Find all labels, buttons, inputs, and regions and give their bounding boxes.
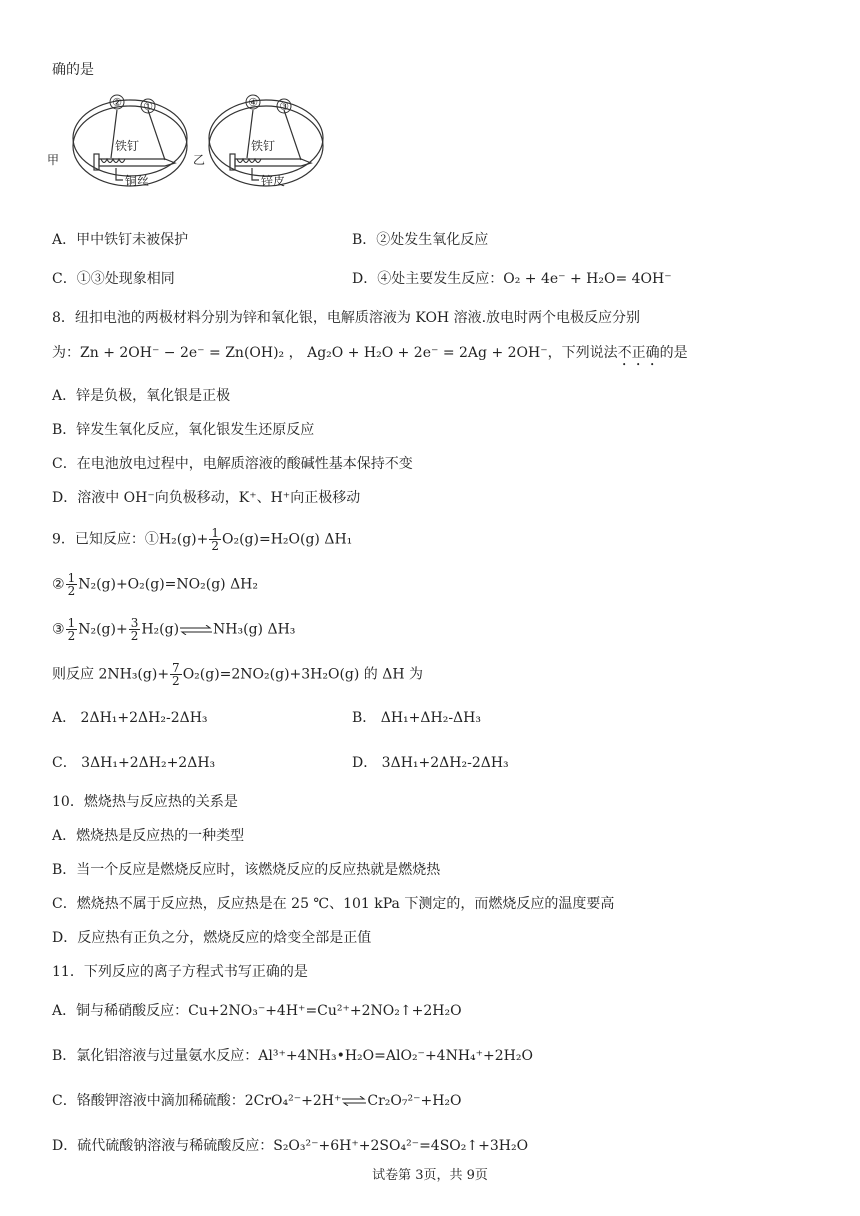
page-footer: 试卷第 3页，共 9页 bbox=[372, 1168, 488, 1183]
fraction-one-half: $\frac{1}{2}$ bbox=[211, 526, 219, 553]
q7-option-d-equation: O₂ + 4e⁻ + H₂O= 4OH⁻ bbox=[503, 271, 672, 287]
fraction-one-half: $\frac{1}{2}$ bbox=[67, 571, 76, 598]
q7-option-d bbox=[352, 269, 672, 289]
q7-option-c: C．①③处现象相同 bbox=[52, 271, 175, 287]
q8-option-a: A．锌是负极，氧化银是正极 bbox=[52, 388, 231, 404]
marker-4: ④ bbox=[248, 96, 258, 109]
q8-option-b: B．锌发生氧化反应，氧化银发生还原反应 bbox=[52, 422, 315, 438]
marker-2: ② bbox=[112, 96, 122, 109]
q8-stem-line2 bbox=[52, 343, 688, 369]
q8-option-d: D．溶液中 OH⁻向负极移动，K⁺、H⁺向正极移动 bbox=[52, 490, 361, 506]
label-zinc-sheet: 锌皮 bbox=[261, 174, 286, 188]
q7-option-d-prefix: D．④处主要发生反应： bbox=[352, 271, 504, 287]
q8-equation-2: Ag₂O + H₂O + 2e⁻ = 2Ag + 2OH⁻， bbox=[307, 345, 562, 361]
q9-option-a: A． 2ΔH₁+2ΔH₂-2ΔH₃ bbox=[52, 710, 208, 726]
q9-option-b: B． ΔH₁+ΔH₂-ΔH₃ bbox=[352, 710, 481, 726]
marker-3: ③ bbox=[279, 100, 289, 113]
q11-stem: 11．下列反应的离子方程式书写正确的是 bbox=[52, 964, 308, 980]
q11-option-d: D．硫代硫酸钠溶液与稀硫酸反应：S₂O₃²⁻+6H⁺+2SO₄²⁻=4SO₂↑+3H₂O bbox=[52, 1138, 529, 1154]
fraction-three-halves: $\frac{3}{2}$ bbox=[130, 616, 139, 643]
label-iron-nail-jia: 铁钉 bbox=[115, 139, 140, 153]
label-copper-wire: 铜丝 bbox=[125, 174, 150, 188]
fraction-seven-halves: $\frac{7}{2}$ bbox=[172, 661, 180, 688]
equilibrium-arrow-icon bbox=[179, 625, 213, 635]
q8-emphasis: 不正确 bbox=[617, 345, 660, 361]
q9-option-d: D． 3ΔH₁+2ΔH₂-2ΔH₃ bbox=[352, 755, 509, 771]
q7-option-b: B．②处发生氧化反应 bbox=[352, 232, 489, 248]
figure-label-jia: 甲 bbox=[47, 153, 60, 167]
q9-reaction-2: ② $\frac{1}{2}$ N₂(g)+O₂(g)=NO₂(g) ΔH₂ bbox=[52, 571, 258, 598]
q8-line2-mid: 下列说法 bbox=[561, 345, 618, 361]
label-iron-nail-yi: 铁钉 bbox=[251, 139, 276, 153]
q8-stem-line1: 8．纽扣电池的两极材料分别为锌和氧化银，电解质溶液为 KOH 溶液.放电时两个电极反应分别 bbox=[52, 310, 641, 326]
intro-tail: 确的是 bbox=[52, 62, 94, 78]
q9-ask: 则反应 2NH₃(g)+ $\frac{7}{2}$ O₂(g)=2NO₂(g)+3H₂O(g) 的 ΔH 为 bbox=[52, 661, 424, 688]
fraction-one-half: $\frac{1}{2}$ bbox=[67, 616, 76, 643]
q7-option-a: A．甲中铁钉未被保护 bbox=[52, 232, 189, 248]
q8-option-c: C．在电池放电过程中，电解质溶液的酸碱性基本保持不变 bbox=[52, 456, 413, 472]
q9-stem-suffix: O₂(g)=H₂O(g) ΔH₁ bbox=[222, 531, 353, 548]
q10-option-b: B．当一个反应是燃烧反应时，该燃烧反应的反应热就是燃烧热 bbox=[52, 862, 441, 878]
q10-stem: 10．燃烧热与反应热的关系是 bbox=[52, 794, 238, 810]
marker-1: ① bbox=[143, 100, 153, 113]
q8-line2-prefix: 为： bbox=[52, 345, 80, 361]
electrochemistry-figure bbox=[45, 88, 345, 198]
q9-reaction-3: ③ $\frac{1}{2}$ N₂(g)+ $\frac{3}{2}$ H₂(g) NH₃(g) ΔH₃ bbox=[52, 616, 296, 643]
q10-option-a: A．燃烧热是反应热的一种类型 bbox=[52, 828, 245, 844]
q8-equation-1: Zn + 2OH⁻ − 2e⁻ = Zn(OH)₂ ， bbox=[80, 345, 303, 361]
q11-option-c: C．铬酸钾溶液中滴加稀硫酸：2CrO₄²⁻+2H⁺ Cr₂O₇²⁻+H₂O bbox=[52, 1093, 462, 1109]
equilibrium-arrow-icon bbox=[341, 1096, 367, 1106]
q9-option-c: C． 3ΔH₁+2ΔH₂+2ΔH₃ bbox=[52, 755, 216, 771]
figure-label-yi: 乙 bbox=[193, 153, 206, 167]
q11-option-b: B．氯化铝溶液与过量氨水反应：Al³⁺+4NH₃•H₂O=AlO₂⁻+4NH₄⁺+2H₂O bbox=[52, 1048, 533, 1064]
q9-stem bbox=[52, 527, 352, 552]
q10-option-c: C．燃烧热不属于反应热，反应热是在 25 ℃、101 kPa 下测定的，而燃烧反应的温度要高 bbox=[52, 896, 615, 912]
q9-stem-prefix: 9．已知反应：①H₂(g)+ bbox=[52, 531, 209, 548]
q8-line2-end: 的是 bbox=[659, 345, 688, 361]
q10-option-d: D．反应热有正负之分，燃烧反应的焓变全部是正值 bbox=[52, 930, 372, 946]
q11-option-a: A．铜与稀硝酸反应：Cu+2NO₃⁻+4H⁺=Cu²⁺+2NO₂↑+2H₂O bbox=[52, 1003, 462, 1019]
